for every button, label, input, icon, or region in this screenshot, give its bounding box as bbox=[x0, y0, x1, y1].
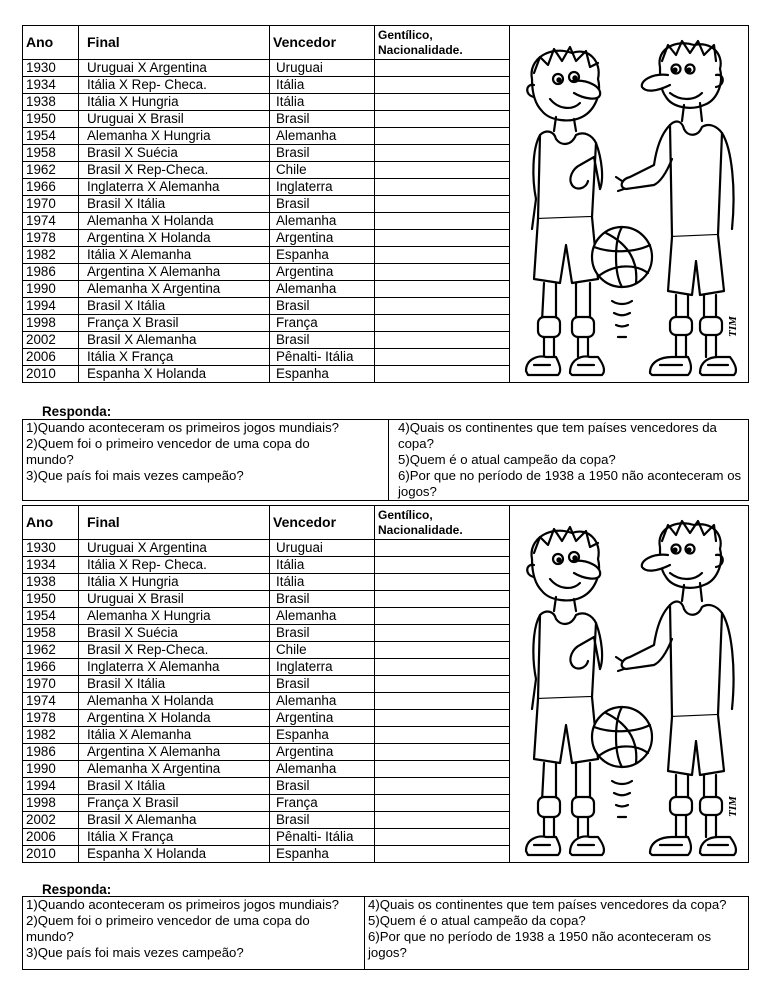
cell-gentilico bbox=[375, 77, 510, 94]
cell-vencedor: Brasil bbox=[270, 332, 375, 349]
cell-final: Uruguai X Argentina bbox=[79, 60, 270, 77]
cell-gentilico bbox=[375, 625, 510, 642]
cell-vencedor: França bbox=[270, 315, 375, 332]
cell-vencedor: Argentina bbox=[270, 264, 375, 281]
cell-vencedor: Uruguai bbox=[270, 540, 375, 557]
cell-gentilico bbox=[375, 557, 510, 574]
cell-ano: 1986 bbox=[23, 744, 79, 761]
cell-vencedor: Argentina bbox=[270, 230, 375, 247]
question-4-line1: 4)Quais os continentes que tem países vencedores da bbox=[398, 420, 717, 435]
cell-ano: 1974 bbox=[23, 213, 79, 230]
cell-gentilico bbox=[375, 213, 510, 230]
cell-final: Brasil X Suécia bbox=[79, 145, 270, 162]
cell-final: Uruguai X Brasil bbox=[79, 591, 270, 608]
cell-vencedor: Espanha bbox=[270, 727, 375, 744]
cell-final: Itália X Hungria bbox=[79, 574, 270, 591]
question-2-line1: 2)Quem foi o primeiro vencedor de uma copa do bbox=[26, 436, 310, 451]
cell-vencedor: Alemanha bbox=[270, 213, 375, 230]
cell-gentilico bbox=[375, 540, 510, 557]
cell-vencedor: Brasil bbox=[270, 676, 375, 693]
cell-final: Itália X Alemanha bbox=[79, 727, 270, 744]
cell-final: França X Brasil bbox=[79, 315, 270, 332]
question-6-line1: 6)Por que no período de 1938 a 1950 não aconteceram os bbox=[368, 929, 712, 944]
cell-gentilico bbox=[375, 264, 510, 281]
question-4-line2: copa? bbox=[398, 436, 434, 451]
cell-ano: 1958 bbox=[23, 145, 79, 162]
questions-right bbox=[365, 897, 749, 970]
cell-final: Argentina X Alemanha bbox=[79, 264, 270, 281]
header-gentilico bbox=[375, 506, 510, 540]
question-5: 5)Quem é o atual campeão da copa? bbox=[368, 913, 586, 928]
artist-signature: TIM bbox=[727, 316, 739, 337]
cell-vencedor: Argentina bbox=[270, 710, 375, 727]
cell-ano: 1962 bbox=[23, 642, 79, 659]
cell-vencedor: França bbox=[270, 795, 375, 812]
question-1: 1)Quando aconteceram os primeiros jogos mundiais? bbox=[26, 897, 339, 912]
cell-final: Itália X Hungria bbox=[79, 94, 270, 111]
question-3: 3)Que país foi mais vezes campeão? bbox=[26, 468, 244, 483]
cell-vencedor: Chile bbox=[270, 162, 375, 179]
cell-gentilico bbox=[375, 94, 510, 111]
header-vencedor: Vencedor bbox=[270, 506, 375, 540]
cell-ano: 1974 bbox=[23, 693, 79, 710]
cell-gentilico bbox=[375, 727, 510, 744]
cell-ano: 1950 bbox=[23, 591, 79, 608]
cell-final: Brasil X Alemanha bbox=[79, 332, 270, 349]
cell-vencedor: Alemanha bbox=[270, 128, 375, 145]
cell-vencedor: Pênalti- Itália bbox=[270, 349, 375, 366]
cell-final: Argentina X Alemanha bbox=[79, 744, 270, 761]
header-gentilico bbox=[375, 26, 510, 60]
cell-gentilico bbox=[375, 111, 510, 128]
cell-gentilico bbox=[375, 642, 510, 659]
cell-gentilico bbox=[375, 162, 510, 179]
cell-ano: 1934 bbox=[23, 77, 79, 94]
cell-ano: 1954 bbox=[23, 128, 79, 145]
cell-ano: 1990 bbox=[23, 281, 79, 298]
question-6-line1: 6)Por que no período de 1938 a 1950 não aconteceram os bbox=[398, 468, 742, 483]
cell-vencedor: Brasil bbox=[270, 625, 375, 642]
cell-gentilico bbox=[375, 332, 510, 349]
cell-gentilico bbox=[375, 795, 510, 812]
cell-final: Itália X Alemanha bbox=[79, 247, 270, 264]
question-4: 4)Quais os continentes que tem países vencedores da copa? bbox=[368, 897, 727, 912]
cell-final: Itália X Rep- Checa. bbox=[79, 557, 270, 574]
questions-box-1 bbox=[22, 419, 749, 501]
cell-gentilico bbox=[375, 710, 510, 727]
cell-ano: 1978 bbox=[23, 710, 79, 727]
cell-final: Alemanha X Argentina bbox=[79, 281, 270, 298]
cell-vencedor: Brasil bbox=[270, 812, 375, 829]
header-ano: Ano bbox=[23, 26, 79, 60]
cell-vencedor: Inglaterra bbox=[270, 659, 375, 676]
question-2-line1: 2)Quem foi o primeiro vencedor de uma copa do bbox=[26, 913, 310, 928]
cell-ano: 1966 bbox=[23, 659, 79, 676]
header-vencedor: Vencedor bbox=[270, 26, 375, 60]
cell-ano: 1938 bbox=[23, 574, 79, 591]
cell-ano: 2006 bbox=[23, 829, 79, 846]
cell-gentilico bbox=[375, 659, 510, 676]
cell-final: Inglaterra X Alemanha bbox=[79, 659, 270, 676]
cell-final: Brasil X Itália bbox=[79, 676, 270, 693]
cell-gentilico bbox=[375, 230, 510, 247]
cell-vencedor: Itália bbox=[270, 77, 375, 94]
cell-vencedor: Brasil bbox=[270, 145, 375, 162]
cell-vencedor: Alemanha bbox=[270, 608, 375, 625]
cell-gentilico bbox=[375, 574, 510, 591]
cell-vencedor: Uruguai bbox=[270, 60, 375, 77]
cell-vencedor: Inglaterra bbox=[270, 179, 375, 196]
cell-gentilico bbox=[375, 298, 510, 315]
world-cup-table-1 bbox=[22, 25, 749, 383]
cell-gentilico bbox=[375, 60, 510, 77]
illustration-cell bbox=[510, 506, 749, 863]
cell-ano: 1958 bbox=[23, 625, 79, 642]
cell-ano: 1998 bbox=[23, 795, 79, 812]
cell-final: Itália X Rep- Checa. bbox=[79, 77, 270, 94]
cell-ano: 1970 bbox=[23, 676, 79, 693]
header-gentilico-line2: Nacionalidade. bbox=[378, 43, 463, 57]
cell-ano: 1930 bbox=[23, 540, 79, 557]
cell-final: Brasil X Suécia bbox=[79, 625, 270, 642]
cell-gentilico bbox=[375, 366, 510, 383]
cell-vencedor: Espanha bbox=[270, 366, 375, 383]
cell-final: Espanha X Holanda bbox=[79, 366, 270, 383]
header-final: Final bbox=[79, 26, 270, 60]
question-6-line2: jogos? bbox=[368, 945, 407, 960]
cell-final: Alemanha X Hungria bbox=[79, 608, 270, 625]
table-header-row bbox=[23, 26, 749, 60]
cell-vencedor: Itália bbox=[270, 557, 375, 574]
cell-gentilico bbox=[375, 145, 510, 162]
cell-ano: 2002 bbox=[23, 332, 79, 349]
cell-final: Itália X França bbox=[79, 829, 270, 846]
cell-vencedor: Brasil bbox=[270, 298, 375, 315]
basketball-players-illustration-icon bbox=[510, 39, 748, 377]
cell-ano: 1982 bbox=[23, 247, 79, 264]
cell-ano: 1938 bbox=[23, 94, 79, 111]
table-header-row bbox=[23, 506, 749, 540]
cell-final: Brasil X Itália bbox=[79, 196, 270, 213]
cell-vencedor: Alemanha bbox=[270, 281, 375, 298]
cell-ano: 1986 bbox=[23, 264, 79, 281]
question-6-line2: jogos? bbox=[398, 484, 437, 499]
cell-gentilico bbox=[375, 846, 510, 863]
cell-vencedor: Alemanha bbox=[270, 761, 375, 778]
cell-gentilico bbox=[375, 829, 510, 846]
cell-gentilico bbox=[375, 608, 510, 625]
cell-gentilico bbox=[375, 676, 510, 693]
cell-vencedor: Espanha bbox=[270, 247, 375, 264]
cell-final: Espanha X Holanda bbox=[79, 846, 270, 863]
cell-ano: 1950 bbox=[23, 111, 79, 128]
questions-right bbox=[389, 420, 749, 501]
cell-final: Brasil X Rep-Checa. bbox=[79, 642, 270, 659]
cell-ano: 2010 bbox=[23, 366, 79, 383]
cell-final: Argentina X Holanda bbox=[79, 710, 270, 727]
header-ano: Ano bbox=[23, 506, 79, 540]
cell-final: Argentina X Holanda bbox=[79, 230, 270, 247]
artist-signature: TIM bbox=[727, 796, 739, 817]
cell-vencedor: Argentina bbox=[270, 744, 375, 761]
cell-vencedor: Itália bbox=[270, 94, 375, 111]
header-gentilico-line2: Nacionalidade. bbox=[378, 523, 463, 537]
responda-label: Responda: bbox=[42, 404, 112, 419]
responda-label: Responda: bbox=[42, 882, 112, 897]
question-3: 3)Que país foi mais vezes campeão? bbox=[26, 945, 244, 960]
cell-vencedor: Brasil bbox=[270, 196, 375, 213]
cell-ano: 1962 bbox=[23, 162, 79, 179]
cell-ano: 1930 bbox=[23, 60, 79, 77]
cell-vencedor: Chile bbox=[270, 642, 375, 659]
cell-gentilico bbox=[375, 196, 510, 213]
cell-gentilico bbox=[375, 693, 510, 710]
world-cup-table-2 bbox=[22, 505, 749, 863]
cell-gentilico bbox=[375, 744, 510, 761]
header-final: Final bbox=[79, 506, 270, 540]
cell-ano: 2002 bbox=[23, 812, 79, 829]
cell-final: Alemanha X Holanda bbox=[79, 693, 270, 710]
cell-final: Alemanha X Argentina bbox=[79, 761, 270, 778]
cell-final: França X Brasil bbox=[79, 795, 270, 812]
cell-ano: 1966 bbox=[23, 179, 79, 196]
cell-ano: 1990 bbox=[23, 761, 79, 778]
cell-ano: 1934 bbox=[23, 557, 79, 574]
cell-final: Uruguai X Brasil bbox=[79, 111, 270, 128]
cell-ano: 1954 bbox=[23, 608, 79, 625]
cell-ano: 1978 bbox=[23, 230, 79, 247]
cell-ano: 1994 bbox=[23, 298, 79, 315]
cell-final: Inglaterra X Alemanha bbox=[79, 179, 270, 196]
cell-vencedor: Brasil bbox=[270, 111, 375, 128]
cell-final: Uruguai X Argentina bbox=[79, 540, 270, 557]
cell-ano: 1982 bbox=[23, 727, 79, 744]
cell-gentilico bbox=[375, 247, 510, 264]
cell-final: Brasil X Rep-Checa. bbox=[79, 162, 270, 179]
question-5: 5)Quem é o atual campeão da copa? bbox=[398, 452, 616, 467]
cell-gentilico bbox=[375, 128, 510, 145]
cell-ano: 2010 bbox=[23, 846, 79, 863]
cell-final: Brasil X Alemanha bbox=[79, 812, 270, 829]
cell-ano: 1994 bbox=[23, 778, 79, 795]
cell-gentilico bbox=[375, 179, 510, 196]
question-2-line2: mundo? bbox=[26, 929, 74, 944]
cell-vencedor: Alemanha bbox=[270, 693, 375, 710]
illustration-cell bbox=[510, 26, 749, 383]
cell-ano: 1970 bbox=[23, 196, 79, 213]
question-2-line2: mundo? bbox=[26, 452, 74, 467]
questions-left bbox=[23, 897, 365, 970]
header-gentilico-line1: Gentílico, bbox=[378, 508, 433, 522]
questions-box-2 bbox=[22, 896, 749, 970]
questions-left bbox=[23, 420, 389, 501]
cell-final: Brasil X Itália bbox=[79, 298, 270, 315]
cell-gentilico bbox=[375, 315, 510, 332]
cell-final: Alemanha X Holanda bbox=[79, 213, 270, 230]
cell-vencedor: Brasil bbox=[270, 778, 375, 795]
cell-gentilico bbox=[375, 281, 510, 298]
question-1: 1)Quando aconteceram os primeiros jogos mundiais? bbox=[26, 420, 339, 435]
cell-ano: 1998 bbox=[23, 315, 79, 332]
cell-ano: 2006 bbox=[23, 349, 79, 366]
header-gentilico-line1: Gentílico, bbox=[378, 28, 433, 42]
cell-vencedor: Brasil bbox=[270, 591, 375, 608]
cell-gentilico bbox=[375, 349, 510, 366]
cell-final: Itália X França bbox=[79, 349, 270, 366]
cell-final: Alemanha X Hungria bbox=[79, 128, 270, 145]
cell-final: Brasil X Itália bbox=[79, 778, 270, 795]
cell-vencedor: Itália bbox=[270, 574, 375, 591]
cell-vencedor: Espanha bbox=[270, 846, 375, 863]
cell-gentilico bbox=[375, 761, 510, 778]
cell-gentilico bbox=[375, 812, 510, 829]
cell-vencedor: Pênalti- Itália bbox=[270, 829, 375, 846]
cell-gentilico bbox=[375, 591, 510, 608]
cell-gentilico bbox=[375, 778, 510, 795]
basketball-players-illustration-icon bbox=[510, 519, 748, 857]
